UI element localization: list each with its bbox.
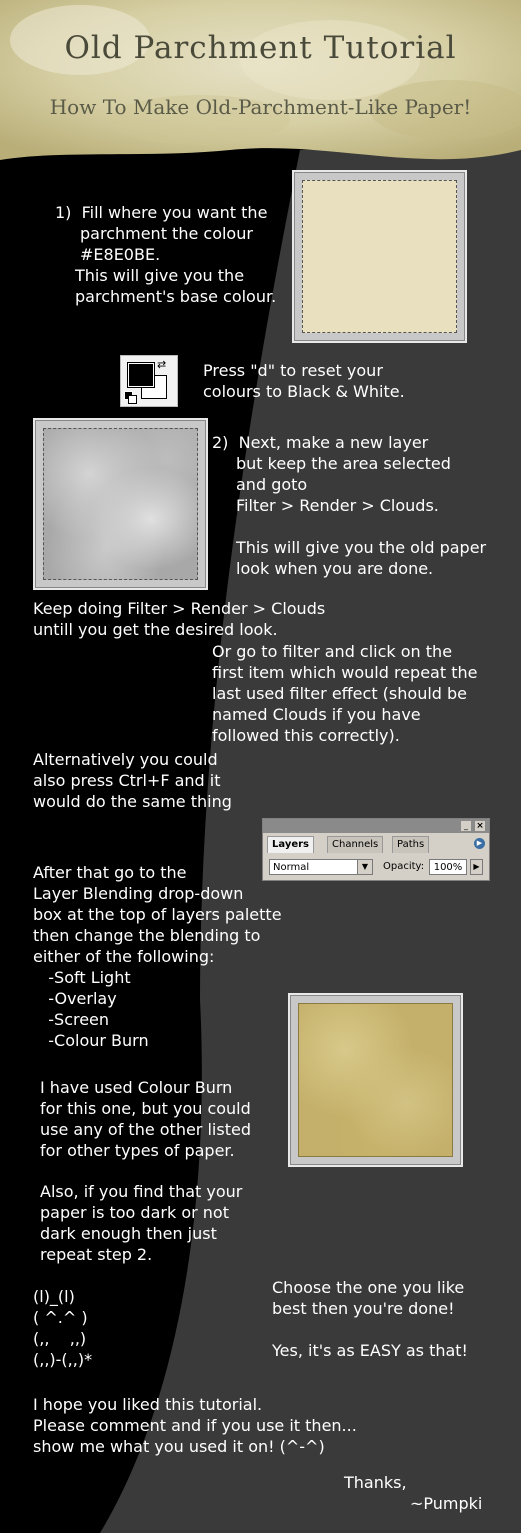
blending-option: -Overlay [33,989,117,1008]
step1-line: 1) Fill where you want the [55,203,268,222]
header-banner [0,0,521,160]
layers-palette [262,818,490,881]
done-line: Choose the one you like [272,1278,465,1297]
alternative-line: Alternatively you could [33,750,218,769]
opacity-input[interactable]: 100% [429,859,467,875]
blending-line: box at the top of layers palette [33,905,282,924]
blending-line: After that go to the [33,863,187,882]
repeat-line: Keep doing Filter > Render > Clouds [33,599,326,618]
opacity-slider-button[interactable]: ▶ [470,859,483,875]
color-picker-tool [120,355,178,407]
bunny-ascii-line: (,,)-(,,)* [33,1350,93,1369]
blending-line: then change the blending to [33,926,261,945]
bunny-ascii-line: (,, ,,) [33,1329,87,1348]
step2-line: and goto [236,475,308,494]
darkness-line: paper is too dark or not [40,1203,229,1222]
step1-line: #E8E0BE. [80,245,161,264]
reset-tip-line: Press "d" to reset your [203,361,383,380]
tab-channels[interactable]: Channels [327,836,383,853]
bunny-ascii-line: (l)_(l) [33,1287,75,1306]
step2-line: look when you are done. [236,559,434,578]
author-signature: ~Pumpki [410,1494,483,1513]
foreground-color-swatch [128,363,154,387]
clouds-swatch [33,418,208,590]
blending-option: -Colour Burn [33,1031,149,1050]
final-parchment-swatch [288,993,463,1167]
blending-line: Layer Blending drop-down [33,884,244,903]
base-colour-swatch [292,170,467,343]
blending-option: -Soft Light [33,968,131,987]
repeat-line: Or go to filter and click on the [212,642,453,661]
tab-layers[interactable]: Layers [267,836,314,853]
alternative-line: would do the same thing [33,792,232,811]
step2-line: This will give you the old paper [236,538,487,557]
colour-burn-line: use any of the other listed [40,1120,251,1139]
swap-colors-icon: ⇄ [157,358,167,371]
palette-menu-icon[interactable]: ▶ [474,838,485,849]
blending-line: either of the following: [33,947,215,966]
step1-line: This will give you the [75,266,245,285]
chevron-down-icon: ▼ [357,860,372,874]
blend-mode-value: Normal [273,862,310,873]
opacity-label: Opacity: [383,861,425,872]
palette-titlebar [263,819,489,833]
thanks-text: Thanks, [344,1473,407,1492]
page-subtitle: How To Make Old-Parchment-Like Paper! [49,95,472,119]
step1-line: parchment the colour [80,224,253,243]
minimize-icon[interactable]: _ [461,821,471,831]
step2-line: 2) Next, make a new layer [212,433,429,452]
colour-burn-line: for other types of paper. [40,1141,235,1160]
repeat-line: first item which would repeat the [212,663,478,682]
repeat-line: followed this correctly). [212,726,400,745]
blending-option: -Screen [33,1010,110,1029]
closing-line: show me what you used it on! (^-^) [33,1437,325,1456]
repeat-line: untill you get the desired look. [33,620,278,639]
close-icon[interactable]: × [476,821,484,831]
darkness-line: dark enough then just [40,1224,217,1243]
closing-line: Please comment and if you use it then... [33,1416,357,1435]
colour-burn-line: for this one, but you could [40,1099,251,1118]
done-line: Yes, it's as EASY as that! [272,1341,468,1360]
colour-burn-line: I have used Colour Burn [40,1078,233,1097]
page-title: Old Parchment Tutorial [64,30,457,66]
bunny-ascii-line: ( ^.^ ) [33,1308,88,1327]
step2-line: Filter > Render > Clouds. [236,496,439,515]
darkness-line: repeat step 2. [40,1245,153,1264]
repeat-line: last used filter effect (should be [212,684,468,703]
step1-line: parchment's base colour. [75,287,277,306]
done-line: best then you're done! [272,1299,455,1318]
step2-line: but keep the area selected [236,454,451,473]
base-colour-fill [302,180,457,333]
final-parchment-fill [298,1003,453,1157]
repeat-line: named Clouds if you have [212,705,421,724]
default-colors-icon [124,391,136,403]
closing-line: I hope you liked this tutorial. [33,1395,263,1414]
clouds-fill [43,428,198,580]
reset-tip-line: colours to Black & White. [203,382,405,401]
blend-mode-select[interactable] [269,859,373,875]
alternative-line: also press Ctrl+F and it [33,771,221,790]
darkness-line: Also, if you find that your [40,1182,243,1201]
tab-paths[interactable]: Paths [392,836,429,853]
